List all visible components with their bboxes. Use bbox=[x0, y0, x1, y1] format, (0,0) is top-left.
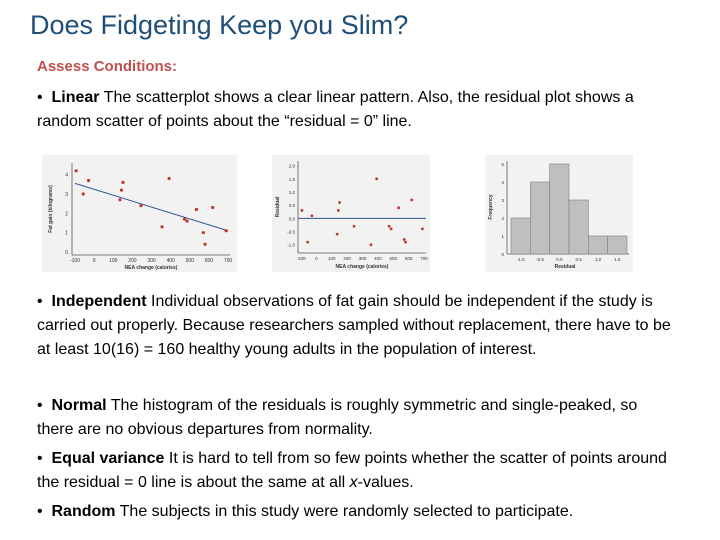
x-tick-label: 1.5 bbox=[614, 257, 621, 262]
data-point bbox=[224, 229, 227, 232]
scatter-x-axis-label: NEA change (calories) bbox=[124, 265, 178, 271]
x-tick-label: -0.5 bbox=[536, 257, 544, 262]
linear-text: The scatterplot shows a clear linear pattern. Also, the residual plot shows a random scatter of points about the “residual = 0” line. bbox=[37, 89, 634, 130]
residual-point bbox=[336, 233, 339, 236]
x-tick-label: -100 bbox=[69, 258, 81, 264]
x-tick-label: 1.0 bbox=[594, 257, 602, 262]
x-tick-label: 500 bbox=[185, 258, 194, 264]
residual-point bbox=[397, 206, 400, 209]
bullet: • bbox=[37, 450, 43, 467]
residual-point bbox=[375, 177, 378, 180]
x-tick-label: 200 bbox=[343, 256, 351, 261]
histogram-bar bbox=[608, 236, 627, 254]
y-tick-label: 1 bbox=[501, 234, 504, 239]
data-point bbox=[202, 231, 205, 234]
data-point bbox=[121, 181, 124, 184]
scatter-y-axis-label: Fat gain (kilograms) bbox=[48, 185, 54, 233]
residual-plot-figure bbox=[272, 155, 430, 272]
x-tick-label: 700 bbox=[223, 258, 233, 264]
histogram-bar bbox=[530, 182, 549, 254]
equal-variance-condition bbox=[37, 447, 677, 495]
residual-point bbox=[421, 228, 424, 231]
assess-conditions-heading: Assess Conditions: bbox=[37, 58, 178, 75]
regression-line bbox=[75, 183, 228, 230]
data-point bbox=[203, 243, 206, 246]
y-tick-label: 1.0 bbox=[288, 190, 295, 195]
residual-point bbox=[403, 238, 406, 241]
x-tick-label: 500 bbox=[389, 256, 398, 261]
histogram-bar bbox=[511, 218, 530, 254]
data-point bbox=[139, 204, 142, 207]
histogram-bar bbox=[588, 236, 607, 254]
x-tick-label: -1.0 bbox=[516, 257, 525, 262]
independent-condition bbox=[37, 290, 677, 362]
residual-point bbox=[390, 228, 393, 231]
y-tick-label: 2.0 bbox=[288, 163, 295, 169]
y-tick-label: 5 bbox=[501, 162, 504, 167]
independent-label: Independent bbox=[51, 293, 147, 310]
y-tick-label: 0 bbox=[501, 252, 504, 257]
residual-point bbox=[306, 241, 309, 244]
histogram-y-axis-label: Frequency bbox=[488, 194, 494, 220]
bullet: • bbox=[37, 503, 43, 520]
y-tick-label: 0.5 bbox=[288, 203, 295, 209]
residual-plot-chart bbox=[272, 155, 430, 272]
normal-condition bbox=[37, 394, 677, 442]
y-tick-label: 1.5 bbox=[288, 176, 295, 182]
x-tick-label: 100 bbox=[109, 258, 118, 264]
equal-variance-label: Equal variance bbox=[51, 450, 165, 467]
residual-point bbox=[311, 214, 314, 217]
normal-label: Normal bbox=[51, 397, 107, 414]
x-tick-label: 400 bbox=[374, 256, 382, 261]
residual-point bbox=[410, 199, 413, 202]
data-point bbox=[167, 177, 170, 180]
x-tick-label: 0 bbox=[92, 258, 96, 264]
x-tick-label: 600 bbox=[404, 256, 413, 261]
x-tick-label: 300 bbox=[358, 256, 367, 261]
random-condition bbox=[37, 500, 677, 524]
x-variable: x bbox=[349, 474, 358, 491]
random-text: The subjects in this study were randomly selected to participate. bbox=[115, 503, 574, 520]
residual-point bbox=[370, 243, 373, 246]
data-point bbox=[211, 206, 214, 209]
data-point bbox=[75, 169, 78, 172]
data-point bbox=[82, 192, 85, 195]
normal-text: The histogram of the residuals is roughly symmetric and single-peaked, so there are no obvious departures from normality. bbox=[37, 397, 638, 438]
y-tick-label: 2 bbox=[501, 216, 504, 221]
y-tick-label: -0.5 bbox=[287, 229, 295, 235]
bullet: • bbox=[37, 293, 43, 310]
data-point bbox=[120, 189, 123, 192]
x-tick-label: 300 bbox=[147, 258, 156, 264]
linear-condition bbox=[37, 86, 677, 134]
bullet: • bbox=[37, 89, 43, 106]
x-tick-label: -100 bbox=[296, 256, 306, 261]
scatterplot-figure bbox=[42, 155, 237, 272]
residual-point bbox=[301, 209, 304, 212]
x-tick-label: 100 bbox=[327, 256, 336, 261]
data-point bbox=[195, 208, 198, 211]
equal-variance-text: It is hard to tell from so few points whether the scatter of points around the residual = 0 line is about the same at all bbox=[37, 450, 667, 491]
x-tick-label: 0 bbox=[315, 256, 318, 261]
x-tick-label: 600 bbox=[204, 258, 214, 264]
y-tick-label: 3 bbox=[65, 192, 68, 198]
x-tick-label: 400 bbox=[166, 258, 175, 264]
data-point bbox=[118, 198, 121, 201]
histogram-figure bbox=[485, 155, 633, 272]
random-label: Random bbox=[51, 503, 116, 520]
y-tick-label: 0.0 bbox=[288, 216, 295, 222]
y-tick-label: 3 bbox=[501, 198, 504, 203]
data-point bbox=[160, 225, 163, 228]
x-tick-label: 200 bbox=[128, 258, 137, 264]
bullet: • bbox=[37, 397, 43, 414]
y-tick-label: 4 bbox=[65, 172, 68, 179]
y-tick-label: 2 bbox=[65, 211, 68, 218]
histogram-x-axis-label: Residual bbox=[554, 264, 576, 270]
x-tick-label: 700 bbox=[420, 256, 428, 261]
data-point bbox=[87, 179, 90, 182]
residual-point bbox=[338, 201, 341, 204]
scatterplot-chart bbox=[42, 155, 237, 272]
equal-variance-text-end: -values. bbox=[357, 474, 414, 491]
slide-title: Does Fidgeting Keep you Slim? bbox=[30, 10, 409, 40]
histogram-bar bbox=[569, 200, 588, 254]
independent-text: Individual observations of fat gain should be independent if the study is carried out properly. Because researchers sampled without replacement, there have to be at least 10(16) = 160 healthy young adults in the population of interest. bbox=[37, 293, 671, 358]
linear-label: Linear bbox=[51, 89, 100, 106]
y-tick-label: 4 bbox=[501, 180, 504, 185]
residual-point bbox=[404, 241, 407, 244]
histogram-chart bbox=[485, 155, 633, 272]
residual-point bbox=[337, 209, 340, 212]
residual-point bbox=[388, 225, 391, 228]
data-point bbox=[185, 219, 188, 222]
y-tick-label: 0 bbox=[65, 250, 68, 256]
y-tick-label: -1.0 bbox=[287, 242, 295, 248]
x-tick-label: 0.0 bbox=[556, 257, 563, 262]
residual-y-axis-label: Residual bbox=[275, 196, 281, 218]
y-tick-label: 1 bbox=[65, 230, 68, 237]
x-tick-label: 0.5 bbox=[575, 257, 582, 262]
histogram-bar bbox=[550, 164, 569, 254]
residual-point bbox=[353, 225, 356, 228]
residual-x-axis-label: NEA change (calories) bbox=[335, 264, 389, 270]
